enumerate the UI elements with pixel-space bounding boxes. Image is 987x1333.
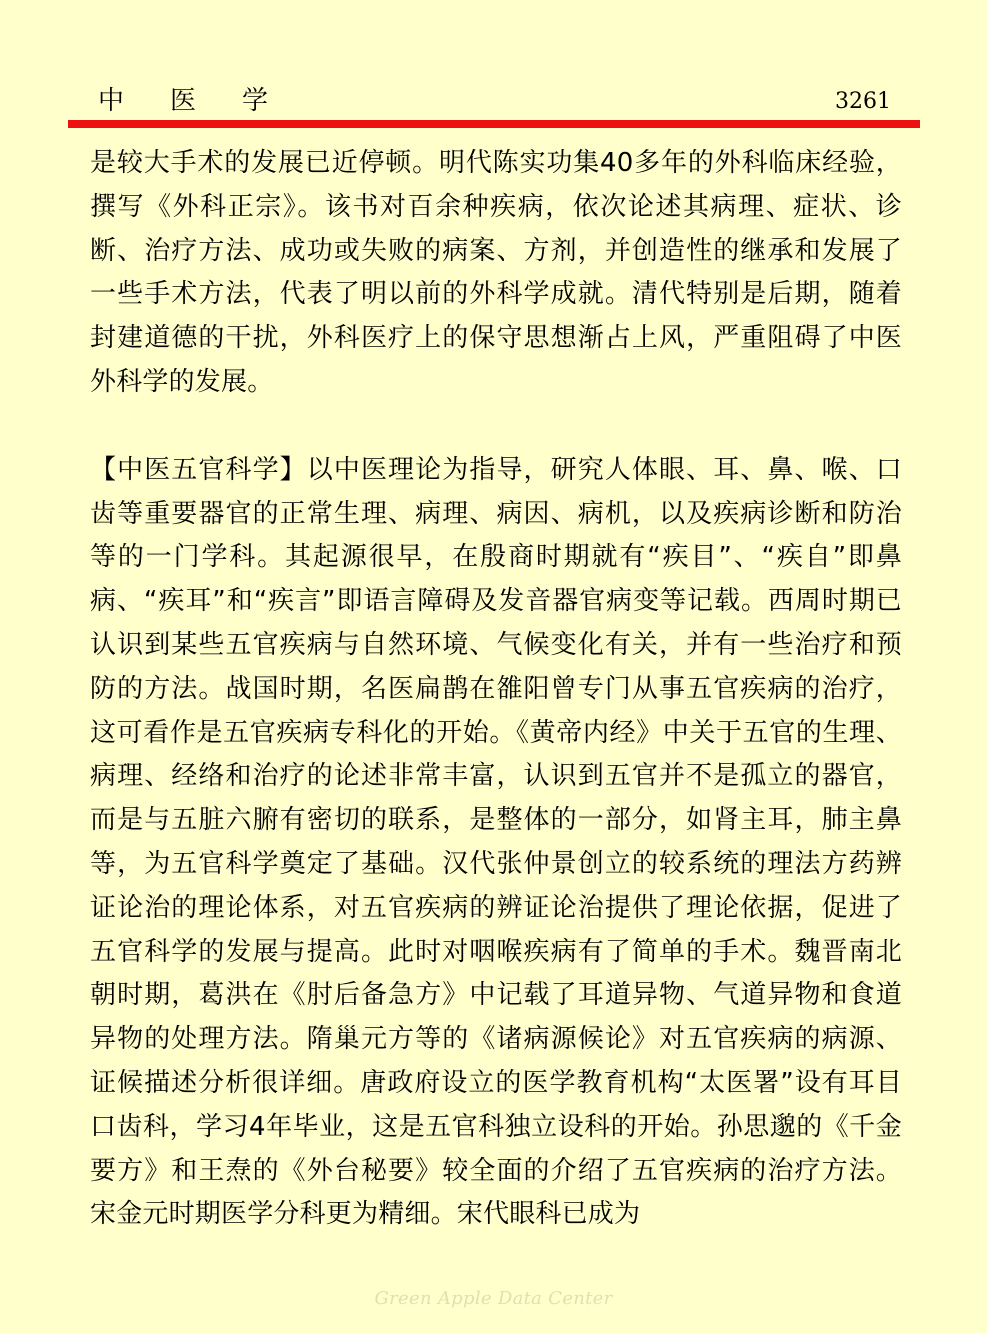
running-title: 中医学	[98, 86, 315, 116]
paragraph-ent-ophthalmology-entry: 【中医五官科学】以中医理论为指导，研究人体眼、耳、鼻、喉、口齿等重要器官的正常生理、病理、病因、病机，以及疾病诊断和防治等的一门学科。其起源很早，在殷商时期就有“疾目”、“疾自”即鼻病、“疾耳”和“疾言”即语言障碍及发音器官病变等记载。西周时期已认识到某些五官疾病与自然环境、气候变化有关，并有一些治疗和预防的方法。战国时期，名医扁鹊在雒阳曾专门从事五官疾病的治疗，这可看作是五官疾病专科化的开始。《黄帝内经》中关于五官的生理、病理、经络和治疗的论述非常丰富，认识到五官并不是孤立的器官，而是与五脏六腑有密切的联系，是整体的一部分，如肾主耳，肺主鼻等，为五官科学奠定了基础。汉代张仲景创立的较系统的理法方药辨证论治的理论体系，对五官疾病的辨证论治提供了理论依据，促进了五官科学的发展与提高。此时对咽喉疾病有了简单的手术。魏晋南北朝时期，葛洪在《肘后备急方》中记载了耳道异物、气道异物和食道异物的处理方法。隋巢元方等的《诸病源候论》对五官疾病的病源、证候描述分析很详细。唐政府设立的医学教育机构“太医署”设有耳目口齿科，学习4年毕业，这是五官科独立设科的开始。孙思邈的《千金要方》和王焘的《外台秘要》较全面的介绍了五官疾病的治疗方法。宋金元时期医学分科更为精细。宋代眼科已成为	[90, 454, 902, 1230]
header-divider	[68, 120, 920, 128]
page-number: 3261	[835, 89, 891, 114]
article-body	[90, 142, 902, 1237]
watermark-text: Green Apple Data Center	[374, 1288, 613, 1309]
paragraph-surgery-history: 是较大手术的发展已近停顿。明代陈实功集40多年的外科临床经验，撰写《外科正宗》。该书对百余种疾病，依次论述其病理、症状、诊断、治疗方法、成功或失败的病案、方剂，并创造性的继承和发展了一些手术方法，代表了明以前的外科学成就。清代特别是后期，随着封建道德的干扰，外科医疗上的保守思想渐占上风，严重阻碍了中医外科学的发展。	[90, 148, 902, 397]
page-header	[0, 0, 987, 130]
